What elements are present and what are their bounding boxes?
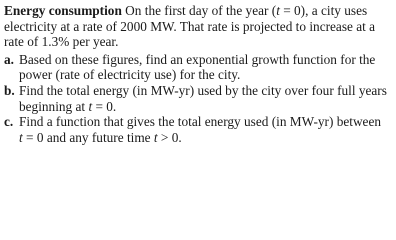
part-letter: b. xyxy=(4,82,15,98)
variable-t: t xyxy=(153,129,158,145)
variable-t: t xyxy=(88,98,93,114)
part-letter: c. xyxy=(4,114,14,130)
problem-intro xyxy=(4,3,388,50)
part-b xyxy=(4,83,388,114)
intro-text-b: = 0), a city uses electricity at a rate of 2000 MW. That rate is projected to increase at a rate of 1.3% per year. xyxy=(4,3,376,50)
variable-t: t xyxy=(19,129,23,145)
part-letter: a. xyxy=(4,51,14,67)
variable-t: t xyxy=(276,3,280,18)
part-text: Find a function that gives the total energy used (in MW-yr) between xyxy=(19,114,382,130)
part-text: = 0. xyxy=(92,98,117,114)
part-text: = 0 and any future time xyxy=(22,129,154,145)
part-text: Based on these figures, find an exponential growth function for the power (rate of electricity use) for the city. xyxy=(19,51,376,83)
problem-title: Energy consumption xyxy=(4,3,122,18)
part-c xyxy=(4,114,388,145)
part-text: Find the total energy (in MW-yr) used by the city over four full years beginning at xyxy=(19,82,387,114)
intro-text-a: On the first day of the year ( xyxy=(121,3,277,18)
part-a xyxy=(4,52,388,83)
parts-list xyxy=(4,52,388,146)
part-text: > 0. xyxy=(157,129,182,145)
